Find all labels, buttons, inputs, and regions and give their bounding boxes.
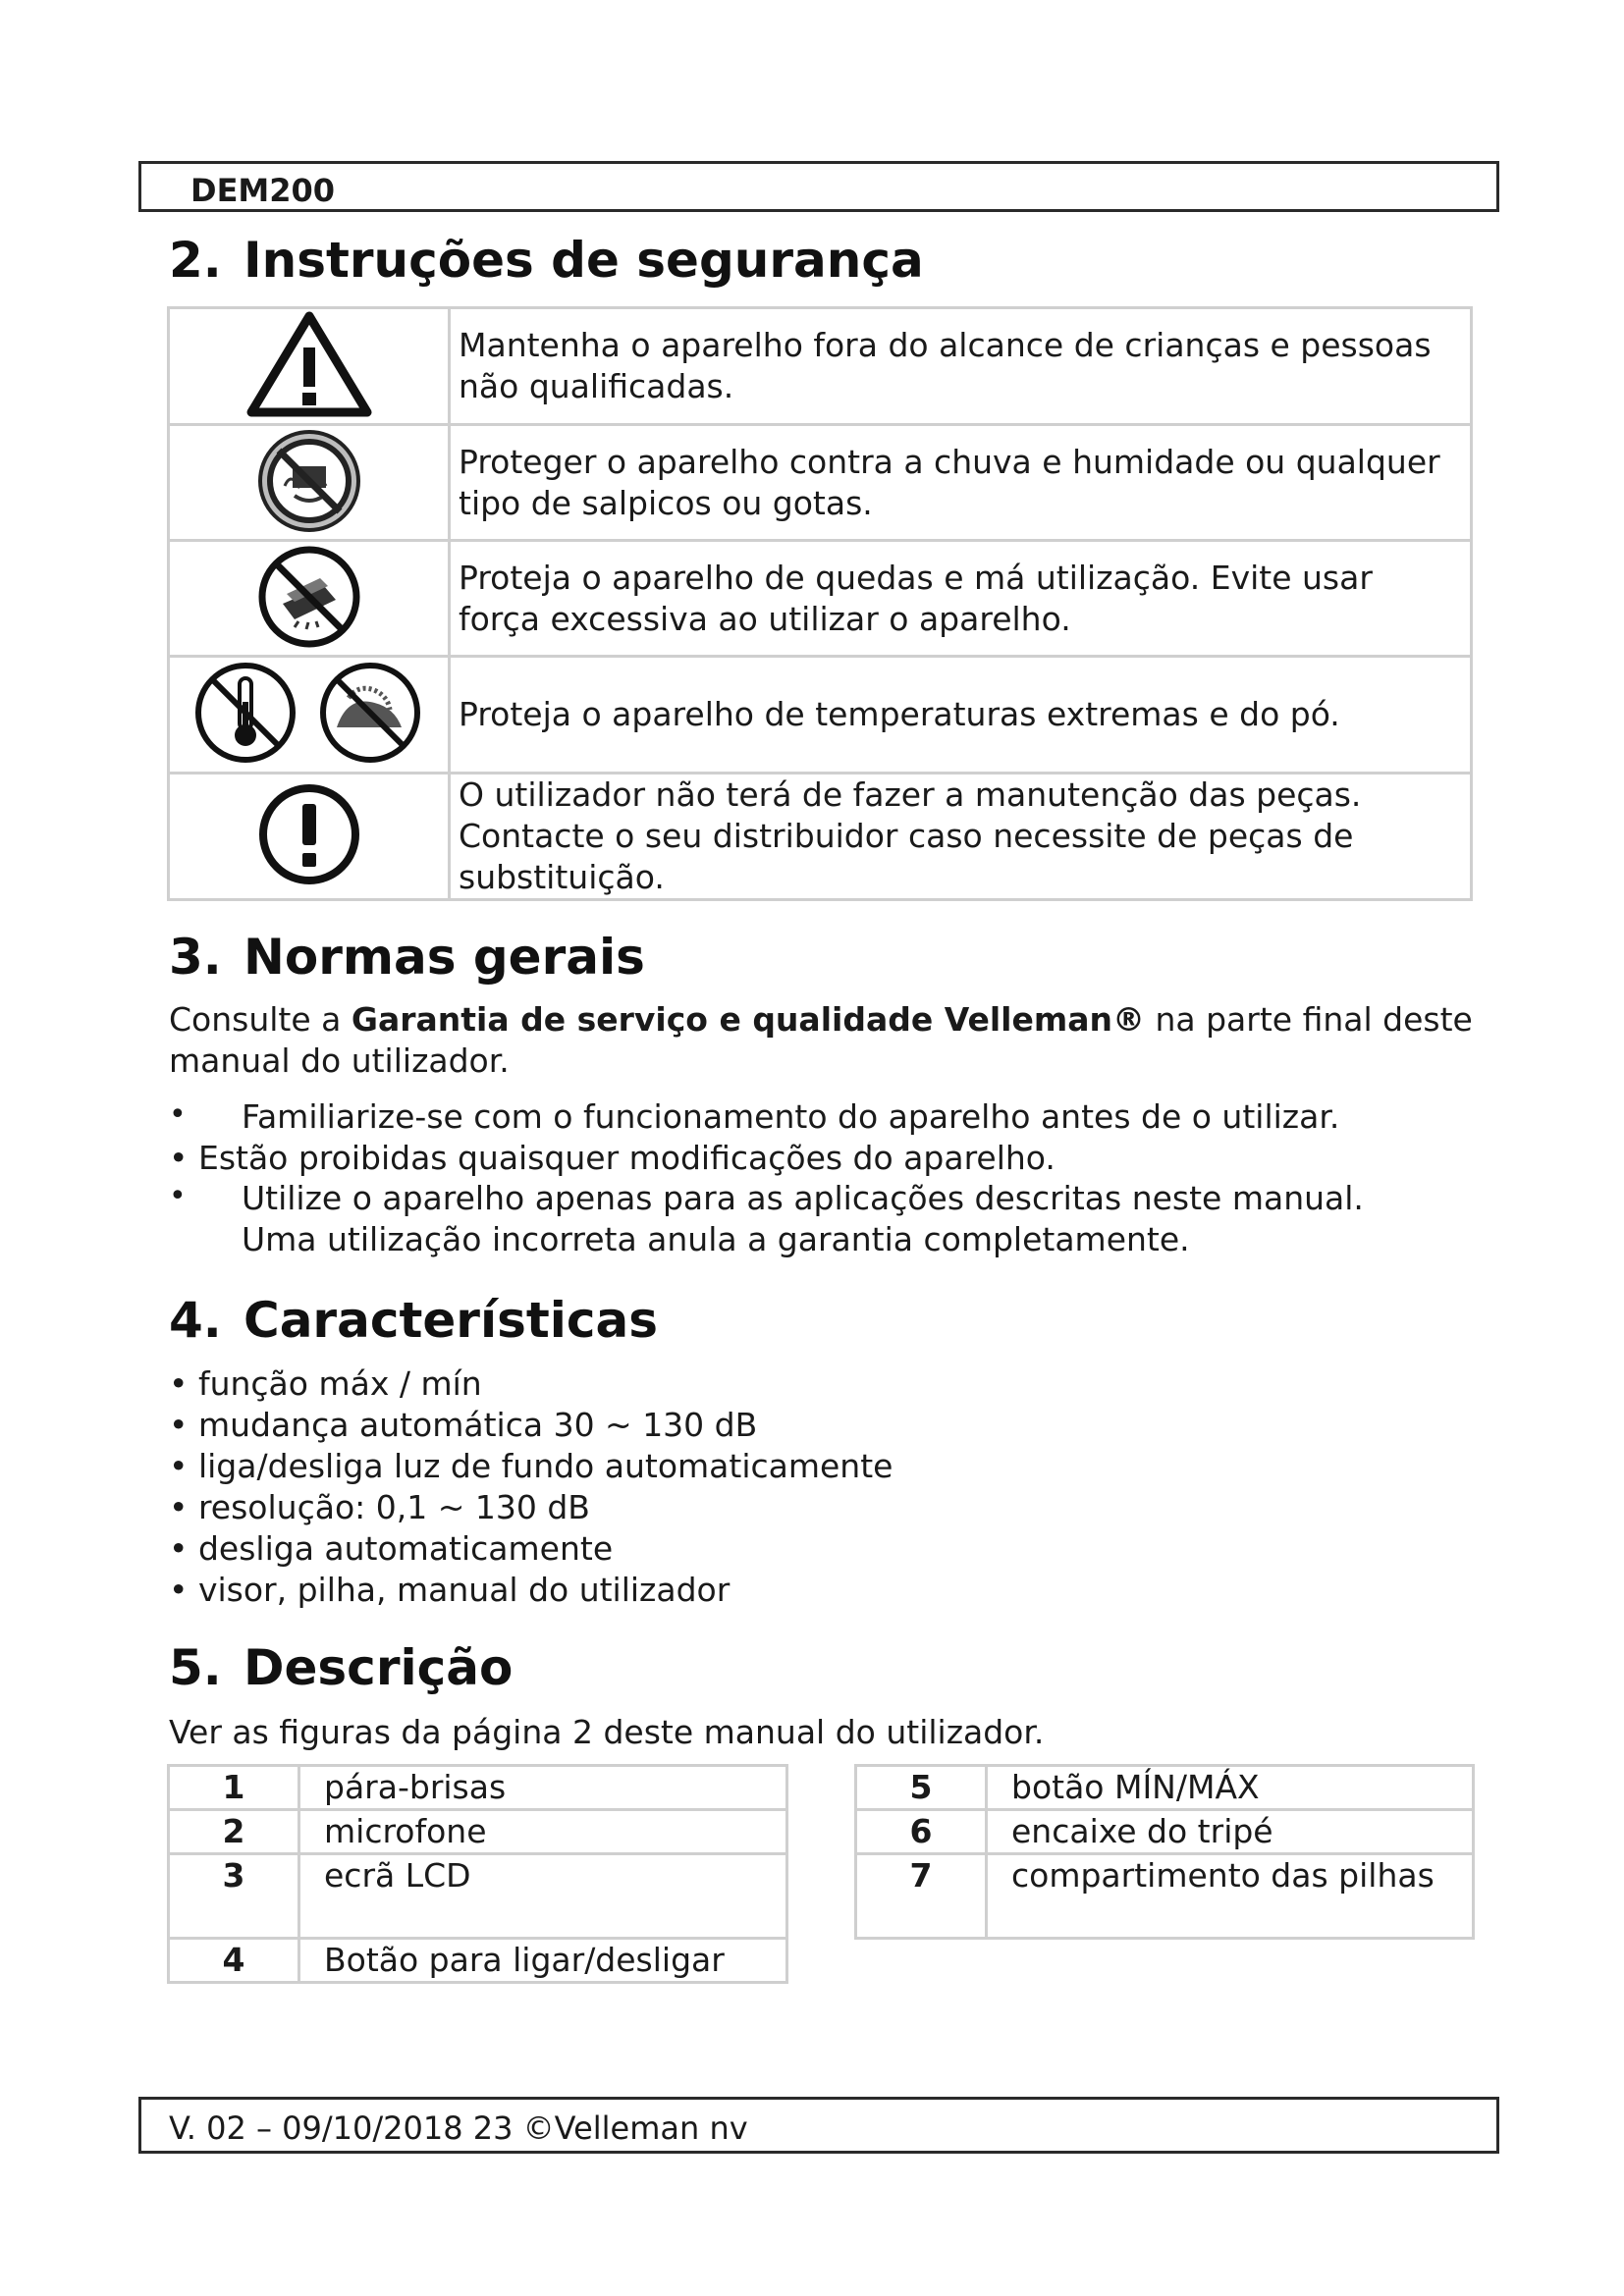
table-row: 5 botão MÍN/MÁX	[856, 1766, 1474, 1810]
page-header	[138, 161, 1499, 212]
safety-row	[169, 657, 1472, 774]
table-row: 1 pára-brisas	[169, 1766, 787, 1810]
footer-text: V. 02 – 09/10/2018 23 ©Velleman nv	[169, 2109, 748, 2147]
section-title-general: 3. Normas gerais	[169, 929, 645, 986]
no-temperature-dust-icon	[191, 659, 427, 767]
list-item: • mudança automática 30 ~ 130 dB	[169, 1406, 758, 1444]
table-row: 6 encaixe do tripé	[856, 1810, 1474, 1854]
safety-text: Proteger o aparelho contra a chuva e humidade ou qualquer tipo de salpicos ou gotas.	[450, 425, 1472, 541]
list-item: Utilize o aparelho apenas para as aplicações descritas neste manual. Uma utilização incorreta anula a garantia completamente.	[242, 1179, 1364, 1258]
safety-row	[169, 425, 1472, 541]
list-item: • Estão proibidas quaisquer modificações do aparelho.	[169, 1139, 1056, 1177]
no-drop-impact-icon	[255, 543, 363, 651]
list-item: • liga/desliga luz de fundo automaticamente	[169, 1447, 893, 1485]
parts-table-right	[854, 1764, 1475, 1940]
table-row: 7 compartimento das pilhas	[856, 1854, 1474, 1939]
list-item: • visor, pilha, manual do utilizador	[169, 1571, 731, 1609]
section-title-features: 4. Características	[169, 1292, 659, 1349]
list-item: Familiarize-se com o funcionamento do aparelho antes de o utilizar.	[242, 1097, 1340, 1136]
table-row: 3 ecrã LCD	[169, 1854, 787, 1939]
section-title-safety: 2. Instruções de segurança	[169, 232, 924, 289]
section-title-description: 5. Descrição	[169, 1639, 514, 1696]
safety-row	[169, 541, 1472, 657]
page-footer	[138, 2097, 1499, 2154]
no-rain-moisture-icon	[255, 427, 363, 535]
list-item: • função máx / mín	[169, 1364, 482, 1403]
safety-text: Mantenha o aparelho fora do alcance de crianças e pessoas não qualificadas.	[450, 308, 1472, 425]
list-item: • desliga automaticamente	[169, 1529, 614, 1568]
warning-triangle-icon	[245, 310, 373, 418]
safety-table	[167, 306, 1473, 901]
table-row: 4 Botão para ligar/desligar	[169, 1939, 787, 1983]
list-item: • resolução: 0,1 ~ 130 dB	[169, 1488, 590, 1526]
table-row: 2 microfone	[169, 1810, 787, 1854]
exclamation-circle-icon	[255, 780, 363, 888]
general-intro: Consulte a Garantia de serviço e qualidade Velleman® na parte final deste manual do utilizador.	[169, 1000, 1473, 1080]
model-label: DEM200	[190, 172, 336, 209]
description-intro: Ver as figuras da página 2 deste manual do utilizador.	[169, 1713, 1045, 1751]
safety-text: O utilizador não terá de fazer a manutenção das peças. Contacte o seu distribuidor caso necessite de peças de substituição.	[450, 774, 1472, 900]
safety-row	[169, 774, 1472, 900]
parts-table-left	[167, 1764, 788, 1984]
safety-row	[169, 308, 1472, 425]
safety-text: Proteja o aparelho de temperaturas extremas e do pó.	[450, 657, 1472, 774]
safety-text: Proteja o aparelho de quedas e má utilização. Evite usar força excessiva ao utilizar o aparelho.	[450, 541, 1472, 657]
